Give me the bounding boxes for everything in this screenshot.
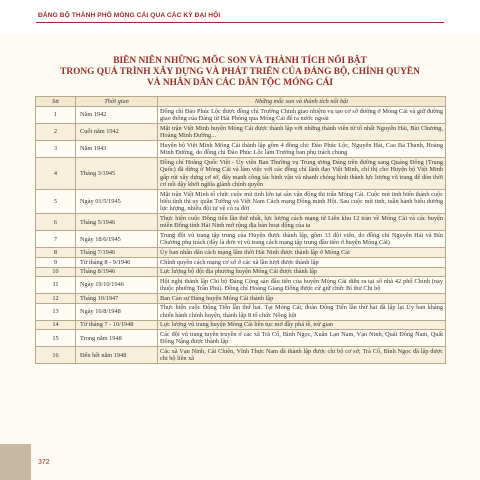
row-time: Tháng 10/1947 <box>76 294 158 304</box>
document-title-line-2: TRONG QUÁ TRÌNH XÂY DỰNG VÀ PHÁT TRIỂN CỦA ĐẢNG BỘ, CHÍNH QUYỀN <box>60 67 420 77</box>
table-row <box>36 258 446 268</box>
table-row <box>36 231 446 248</box>
row-content: Chính quyền cách mạng cơ sở ở các xã lần lượt được thành lập <box>158 258 446 268</box>
table-row <box>36 294 446 304</box>
header-divider <box>36 22 444 23</box>
row-time: Ngày 16/8/1948 <box>76 303 158 320</box>
row-number: 12 <box>36 294 76 304</box>
table-row <box>36 320 446 330</box>
row-time: Tháng 8/1946 <box>76 267 158 277</box>
row-time: Ngày 01/5/1945 <box>76 190 158 214</box>
page-number: 372 <box>38 459 50 466</box>
table-row <box>36 277 446 294</box>
corner-decoration <box>0 444 31 480</box>
table-row <box>36 330 446 347</box>
row-number: 1 <box>36 107 76 124</box>
row-number: 4 <box>36 158 76 190</box>
table-row <box>36 214 446 231</box>
row-content: Ban Cán sự Đảng huyện Móng Cái thành lập <box>158 294 446 304</box>
row-number: 14 <box>36 320 76 330</box>
table-row <box>36 347 446 364</box>
document-title-line-3: VÀ NHÂN DÂN CÁC DÂN TỘC MÓNG CÁI <box>146 78 334 88</box>
row-number: 15 <box>36 330 76 347</box>
row-time: Ngày 18/6/1945 <box>76 231 158 248</box>
row-number: 10 <box>36 267 76 277</box>
row-time: Cuối năm 1942 <box>76 124 158 141</box>
row-number: 6 <box>36 214 76 231</box>
row-number: 7 <box>36 231 76 248</box>
row-content: Trung đội vũ trang tập trung của Huyện được thành lập, gồm 33 đội viên, do đồng chí Nguyễn Hải và Bùi Chương phụ trách (đây là đơn vị vũ trang cách mạng tập trung đầu tiên ở huyện Móng Cái) <box>158 231 446 248</box>
row-content: Đồng chí Hoàng Quốc Việt - Ủy viên Ban Thường vụ Trung ương Đảng trên đường sang Quảng Đông (Trung Quốc) đã dừng ở Móng Cái và làm việc với các đồng chí lãnh đạo Việt Minh, chỉ thị cho Huyện bộ Việt Minh gấp rút xây dựng cơ sở, đẩy mạnh công tác binh vận và nhanh chóng hình thành lực lượng vũ trang để đón thời cơ nổi dậy khởi nghĩa giành chính quyền <box>158 158 446 190</box>
row-content: Hội nghị thành lập Chi bộ Đảng Cộng sản đầu tiên của huyện Móng Cái diễn ra tại số nhà 42 phố Chính (nay thuộc phường Trần Phú). Đồng chí Hoàng Giang Đông được cử giữ chức Bí thư Chi bộ <box>158 277 446 294</box>
row-time: Tháng 5/1946 <box>76 214 158 231</box>
row-time: Năm 1943 <box>76 141 158 158</box>
row-content: Mặt trận Việt Minh huyện Móng Cái được thành lập với những thành viên từ tổ nhất Nguyễn Hải, Bùi Chương, Hoàng Minh Đường... <box>158 124 446 141</box>
row-time: Ngày 19/10/1946 <box>76 277 158 294</box>
table-row <box>36 248 446 258</box>
column-header-time: Thời gian <box>76 97 158 107</box>
row-time: Từ tháng 7 - 10/1948 <box>76 320 158 330</box>
row-content: Thực hiện cuộc Đông tiến lần thứ nhất, lực lượng cách mạng từ Liên khu 12 tràn về Móng Cái và các huyện miền Đông tỉnh Hải Ninh mở rộng địa bàn hoạt động của ta <box>158 214 446 231</box>
table-row <box>36 158 446 190</box>
row-content: Huyện bộ Việt Minh Móng Cái thành lập gồm 4 đồng chí: Đào Phúc Lộc, Nguyễn Hải, Cao Bá Thanh, Hoàng Minh Đường, do đồng chí Đào Phúc Lộc làm Trưởng ban phụ trách chung <box>158 141 446 158</box>
row-time: Đến hết năm 1948 <box>76 347 158 364</box>
row-number: 2 <box>36 124 76 141</box>
table-header-row <box>36 97 446 107</box>
row-content: Các đội vũ trang tuyên truyền ở các xã Trà Cổ, Bình Ngọc, Xuân Lạn Nam, Vạn Ninh, Quất Đông Nam, Quất Đông Nậng được thành lập <box>158 330 446 347</box>
table-row <box>36 190 446 214</box>
row-time: Năm 1942 <box>76 107 158 124</box>
row-content: Thực hiện cuộc Đông Tiến lần thứ hai. Tại Móng Cái, đoàn Đông Tiến lần thứ hai đã lập lại Ủy ban kháng chiến hành chính huyện, thành lập 8 tổ chức Nông hội <box>158 303 446 320</box>
row-number: 9 <box>36 258 76 268</box>
row-time: Tháng 7/1946 <box>76 248 158 258</box>
row-content: Lực lượng bộ đội địa phương huyện Móng Cái được thành lập <box>158 267 446 277</box>
header-title: ĐẢNG BỘ THÀNH PHỐ MÓNG CÁI QUA CÁC KỲ ĐẠI HỘI <box>38 12 221 19</box>
running-header <box>0 0 480 34</box>
row-number: 11 <box>36 277 76 294</box>
row-number: 8 <box>36 248 76 258</box>
row-content: Ủy ban nhân dân cách mạng lâm thời Hải Ninh được thành lập ở Móng Cái <box>158 248 446 258</box>
table-row <box>36 303 446 320</box>
row-time: Tháng 3/1945 <box>76 158 158 190</box>
table-row <box>36 124 446 141</box>
column-header-content: Những mốc son và thành tích nổi bật <box>158 97 446 107</box>
chronology-table <box>35 96 446 364</box>
row-time: Trong năm 1948 <box>76 330 158 347</box>
row-content: Mặt trận Việt Minh tổ chức cuộc mít tinh lớn tại sân vận động thị trấn Móng Cái. Cuộc mít tinh biến thành cuộc biểu tình thị uy quần Tưởng và Việt Nam Cách mạng Đồng minh Hội. Sau cuộc mít tinh, tuần hành biểu dương lực lượng, nhiều đội tự vệ có ra đời <box>158 190 446 214</box>
row-content: Lực lượng vũ trang huyện Móng Cái liên tục mở đầy phá tề, trừ gian <box>158 320 446 330</box>
row-number: 13 <box>36 303 76 320</box>
document-title-line-1: BIÊN NIÊN NHỮNG MỐC SON VÀ THÀNH TÍCH NỔI BẬT <box>113 56 367 66</box>
column-header-stt: Stt <box>36 97 76 107</box>
row-number: 5 <box>36 190 76 214</box>
row-content: Các xã Vạn Ninh, Cái Chiên, Vĩnh Thực Nam đã thành lập được chi bộ cơ sở; Trà Cổ, Bình Ngọc đã lập được chi bộ liên xã <box>158 347 446 364</box>
row-number: 3 <box>36 141 76 158</box>
row-content: Đồng chí Đào Phúc Lộc được đồng chí Trường Chinh giao nhiệm vụ tạo cơ sở đường ở Móng Cái và giữ đường giao thông của Đảng từ Hải Phòng qua Móng Cái để ra nước ngoài <box>158 107 446 124</box>
table-row <box>36 141 446 158</box>
table-row <box>36 107 446 124</box>
row-time: Từ tháng 8 - 9/1946 <box>76 258 158 268</box>
table-row <box>36 267 446 277</box>
row-number: 16 <box>36 347 76 364</box>
